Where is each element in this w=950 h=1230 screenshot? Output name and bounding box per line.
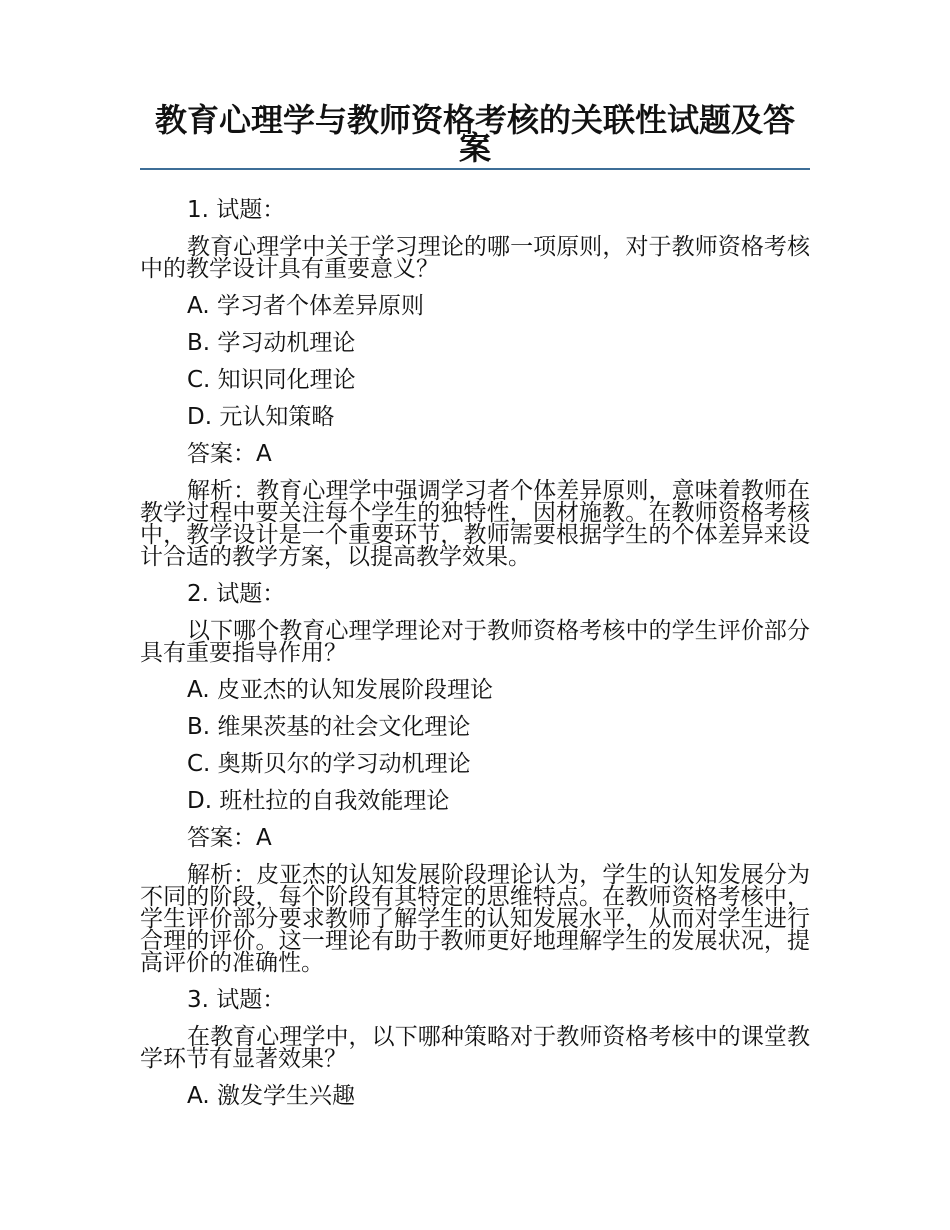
option-c: C. 奥斯贝尔的学习动机理论 — [187, 751, 471, 777]
option-b: B. 学习动机理论 — [187, 330, 356, 356]
question-heading: 1. 试题： — [187, 197, 286, 223]
question-1 — [140, 192, 810, 576]
question-stem: 教育心理学中关于学习理论的哪一项原则，对于教师资格考核中的教学设计具有重要意义？ — [140, 234, 810, 282]
document-page — [140, 0, 810, 1115]
question-3 — [140, 982, 810, 1115]
option-d: D. 班杜拉的自我效能理论 — [187, 788, 450, 814]
option-a: A. 学习者个体差异原则 — [187, 293, 424, 319]
question-heading: 2. 试题： — [187, 581, 286, 607]
analysis: 解析：皮亚杰的认知发展阶段理论认为，学生的认知发展分为不同的阶段，每个阶段有其特定的思维特点。在教师资格考核中，学生评价部分要求教师了解学生的认知发展水平，从而对学生进行合理的评价。这一理论有助于教师更好地理解学生的发展状况，提高评价的准确性。 — [140, 862, 810, 976]
question-2 — [140, 576, 810, 982]
option-c: C. 知识同化理论 — [187, 367, 356, 393]
question-stem: 在教育心理学中，以下哪种策略对于教师资格考核中的课堂教学环节有显著效果？ — [140, 1024, 810, 1072]
answer: 答案：A — [187, 825, 272, 851]
option-b: B. 维果茨基的社会文化理论 — [187, 714, 471, 740]
question-heading: 3. 试题： — [187, 987, 286, 1013]
document-title: 教育心理学与教师资格考核的关联性试题及答案 — [154, 101, 795, 167]
option-d: D. 元认知策略 — [187, 404, 335, 430]
analysis: 解析：教育心理学中强调学习者个体差异原则，意味着教师在教学过程中要关注每个学生的独特性，因材施教。在教师资格考核中，教学设计是一个重要环节，教师需要根据学生的个体差异来设计合适的教学方案，以提高教学效果。 — [140, 478, 810, 570]
question-stem: 以下哪个教育心理学理论对于教师资格考核中的学生评价部分具有重要指导作用？ — [140, 618, 810, 666]
answer: 答案：A — [187, 441, 272, 467]
option-a: A. 激发学生兴趣 — [187, 1083, 355, 1109]
option-a: A. 皮亚杰的认知发展阶段理论 — [187, 677, 493, 703]
title-divider — [140, 168, 810, 170]
